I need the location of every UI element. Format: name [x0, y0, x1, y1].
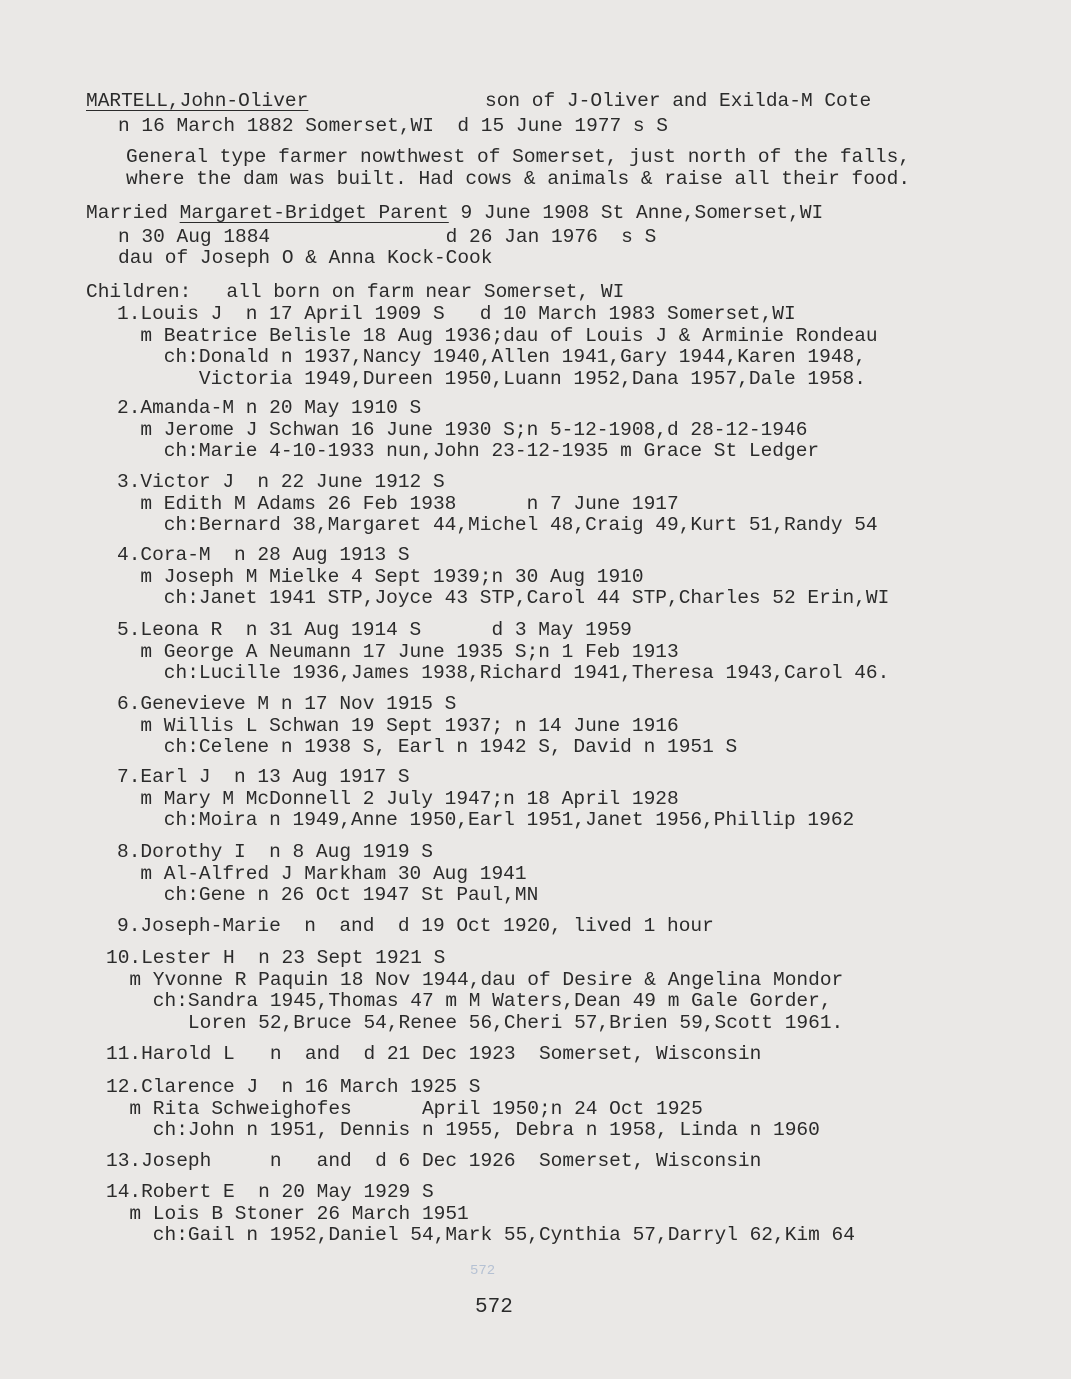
child-detail-line: ch:Bernard 38,Margaret 44,Michel 48,Craig 49,Kurt 51,Randy 54	[117, 514, 878, 536]
child-detail-line: ch:Celene n 1938 S, Earl n 1942 S, David n 1951 S	[117, 736, 738, 758]
spouse-name: Margaret-Bridget Parent	[179, 202, 449, 224]
parents-line: son of J-Oliver and Exilda-M Cote	[485, 90, 872, 112]
child-detail-line: Victoria 1949,Dureen 1950,Luann 1952,Dana 1957,Dale 1958.	[117, 367, 866, 390]
child-entry: 9.Joseph-Marie n and d 19 Oct 1920, lived 1 hour	[117, 915, 714, 937]
marriage-details: 9 June 1908 St Anne,Somerset,WI	[448, 202, 824, 224]
child-entry: 1.Louis J n 17 April 1909 S d 10 March 1983 Somerset,WI	[117, 303, 796, 325]
marriage-prefix: Married	[86, 202, 180, 224]
child-detail-line: m Joseph M Mielke 4 Sept 1939;n 30 Aug 1910	[117, 565, 644, 588]
marriage-line	[86, 202, 823, 224]
child-detail-line: m George A Neumann 17 June 1935 S;n 1 Feb 1913	[117, 640, 679, 663]
spouse-vitals: n 30 Aug 1884 d 26 Jan 1976 s S	[118, 226, 657, 248]
child-detail-line: ch:John n 1951, Dennis n 1955, Debra n 1958, Linda n 1960	[106, 1119, 820, 1141]
child-detail-line: m Mary M McDonnell 2 July 1947;n 18 April 1928	[117, 787, 679, 810]
child-entry: 2.Amanda-M n 20 May 1910 S	[117, 397, 422, 419]
archive-stamp: 572	[470, 1263, 496, 1279]
child-detail-line: ch:Gail n 1952,Daniel 54,Mark 55,Cynthia 57,Darryl 62,Kim 64	[106, 1224, 855, 1246]
child-entry: 8.Dorothy I n 8 Aug 1919 S	[117, 841, 433, 863]
child-detail-line: m Edith M Adams 26 Feb 1938 n 7 June 1917	[117, 492, 679, 515]
child-detail-line: m Rita Schweighofes April 1950;n 24 Oct 1925	[106, 1097, 703, 1120]
child-detail-line: m Al-Alfred J Markham 30 Aug 1941	[117, 862, 527, 885]
person-name: MARTELL,John-Oliver	[86, 90, 309, 112]
child-detail-line: m Yvonne R Paquin 18 Nov 1944,dau of Desire & Angelina Mondor	[106, 968, 844, 991]
child-entry: 12.Clarence J n 16 March 1925 S	[106, 1076, 481, 1098]
description-line-1: General type farmer nowthwest of Somerset, just north of the falls,	[126, 146, 911, 168]
child-detail-line: ch:Sandra 1945,Thomas 47 m M Waters,Dean 49 m Gale Gorder,	[106, 990, 832, 1012]
child-entry: 11.Harold L n and d 21 Dec 1923 Somerset, Wisconsin	[106, 1043, 762, 1065]
child-detail-line: Loren 52,Bruce 54,Renee 56,Cheri 57,Brien 59,Scott 1961.	[106, 1011, 844, 1034]
description-line-2: where the dam was built. Had cows & animals & raise all their food.	[126, 168, 911, 190]
child-entry: 5.Leona R n 31 Aug 1914 S d 3 May 1959	[117, 619, 632, 641]
children-heading: Children: all born on farm near Somerset, WI	[86, 281, 625, 303]
child-entry: 3.Victor J n 22 June 1912 S	[117, 471, 445, 493]
child-entry: 14.Robert E n 20 May 1929 S	[106, 1181, 434, 1203]
record-heading	[86, 90, 308, 112]
child-entry: 6.Genevieve M n 17 Nov 1915 S	[117, 693, 457, 715]
spouse-parents: dau of Joseph O & Anna Kock-Cook	[118, 247, 493, 269]
child-entry: 7.Earl J n 13 Aug 1917 S	[117, 766, 410, 788]
child-detail-line: ch:Gene n 26 Oct 1947 St Paul,MN	[117, 884, 539, 906]
child-detail-line: m Jerome J Schwan 16 June 1930 S;n 5-12-1908,d 28-12-1946	[117, 418, 808, 441]
child-detail-line: ch:Moira n 1949,Anne 1950,Earl 1951,Janet 1956,Phillip 1962	[117, 809, 855, 831]
child-detail-line: ch:Janet 1941 STP,Joyce 43 STP,Carol 44 STP,Charles 52 Erin,WI	[117, 587, 890, 609]
child-detail-line: m Beatrice Belisle 18 Aug 1936;dau of Louis J & Arminie Rondeau	[117, 324, 878, 347]
vitals-line: n 16 March 1882 Somerset,WI d 15 June 1977 s S	[118, 115, 668, 137]
child-detail-line: ch:Lucille 1936,James 1938,Richard 1941,Theresa 1943,Carol 46.	[117, 662, 890, 684]
child-detail-line: m Lois B Stoner 26 March 1951	[106, 1202, 469, 1225]
child-entry: 4.Cora-M n 28 Aug 1913 S	[117, 544, 410, 566]
page-number: 572	[475, 1296, 513, 1319]
child-entry: 10.Lester H n 23 Sept 1921 S	[106, 947, 446, 969]
child-detail-line: ch:Marie 4-10-1933 nun,John 23-12-1935 m Grace St Ledger	[117, 440, 820, 462]
child-detail-line: m Willis L Schwan 19 Sept 1937; n 14 June 1916	[117, 714, 679, 737]
child-entry: 13.Joseph n and d 6 Dec 1926 Somerset, Wisconsin	[106, 1150, 762, 1172]
child-detail-line: ch:Donald n 1937,Nancy 1940,Allen 1941,Gary 1944,Karen 1948,	[117, 346, 866, 368]
